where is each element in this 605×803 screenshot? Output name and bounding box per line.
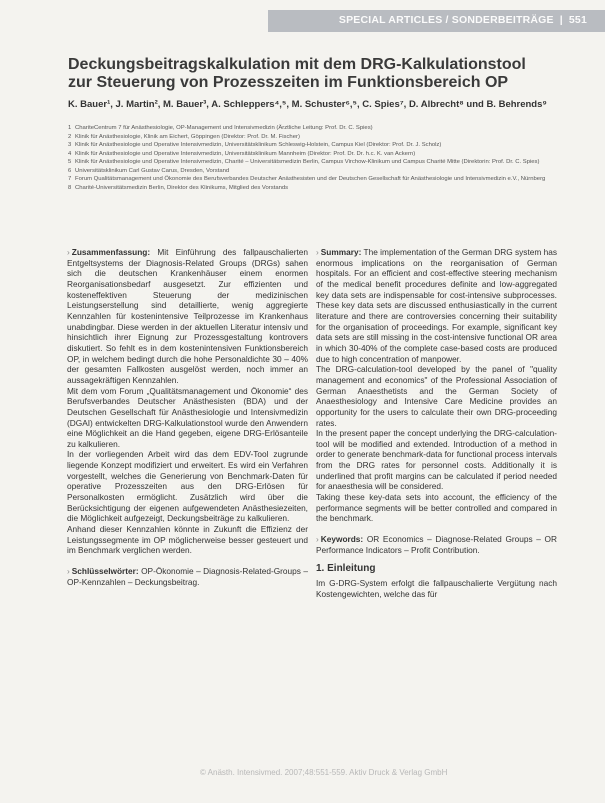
abstract-de-label: Zusammenfassung: — [71, 247, 151, 257]
affiliation-text: Universitätsklinikum Carl Gustav Carus, Dresden, Vorstand — [75, 167, 230, 174]
keywords-de-label: Schlüsselwörter: — [71, 566, 139, 577]
affiliation-item — [68, 167, 588, 176]
abstract-german — [67, 247, 308, 587]
article-title — [68, 56, 588, 92]
affiliation-item — [68, 158, 588, 167]
keywords-en — [316, 534, 557, 555]
affiliation-item — [68, 141, 588, 150]
abstract-de-p4: Anhand dieser Kennzahlen könnte in Zukunft die Effizienz der Leistungssegmente im OP möglicherweise besser gesteuert und im Benchmark verglichen werden. — [67, 524, 308, 556]
affiliation-number: 7 — [68, 176, 72, 182]
affiliations — [68, 124, 588, 192]
affiliation-item — [68, 133, 588, 142]
affiliation-item — [68, 124, 588, 133]
affiliation-item — [68, 175, 588, 184]
footer-copyright: © Anästh. Intensivmed. 2007;48:551-559. Aktiv Druck & Verlag GmbH — [200, 768, 448, 777]
abstract-en-p4: Taking these key-data sets into account, the efficiency of the performance segments will be better controlled and compared in the benchmark. — [316, 492, 557, 524]
affiliation-number: 5 — [68, 159, 72, 165]
header-section: SPECIAL ARTICLES / SONDERBEITRÄGE — [338, 14, 554, 26]
affiliation-number: 4 — [68, 150, 72, 157]
affiliation-text: Klinik für Anästhesiologie und Operative Intensivmedizin, Universitätsklinikum Mannheim (Direktor: Prof. Dr. Dr. h.c. K. van Ackern) — [75, 150, 416, 157]
affiliation-number: 1 — [68, 125, 72, 131]
affiliation-text: Forum Qualitätsmanagement und Ökonomie des Berufsverbandes Deutscher Anästhesisten und der Deutschen Gesellschaft für Anästhesiologie und Intensivmedizin e.V., Nürnberg — [75, 176, 546, 182]
keywords-de — [67, 566, 308, 587]
affiliation-item — [68, 150, 588, 159]
abstract-de-p3: In der vorliegenden Arbeit wird das dem EDV-Tool zugrunde liegende Konzept modifiziert und erweitert. Es wird ein Verfahren vorgestellt, welches die Generierung von Benchmark-Daten für operative Prozesszeiten aus den DRG-Erlösen für Personalkosten ermöglicht. Zusätzlich wird über die Berücksichtigung der eigenen aufgewendeten Anästhesiezeiten, die Möglichkeit aufgezeigt, Deckungsbeiträge zu kalkulieren. — [67, 449, 308, 524]
header-text — [339, 14, 587, 26]
running-header — [268, 10, 605, 32]
title-line-1: Deckungsbeitragskalkulation mit dem DRG-Kalkulationstool — [68, 56, 526, 73]
section-text: Im G-DRG-System erfolgt die fallpauschalierte Vergütung nach Kostengewichten, welche das für — [316, 578, 557, 599]
section-heading: 1. Einleitung — [316, 563, 376, 575]
abstract-en-p1 — [316, 247, 557, 364]
keywords-en-text: OR Economics – Diagnose-Related Groups – OR Performance Indicators – Profit Contribution. — [316, 534, 557, 555]
affiliation-text: Klinik für Anästhesiologie und Operative Intensivmedizin, Charité – Universitätsmedizin Berlin, Campus Virchow-Klinikum und Campus Charité Mitte (Direktorin: Prof. Dr. C. Spies) — [75, 159, 540, 165]
arrow-icon: › — [316, 247, 319, 257]
affiliation-number: 3 — [68, 142, 72, 148]
authors: K. Bauer¹, J. Martin², M. Bauer³, A. Schleppers⁴,⁵, M. Schuster⁶,⁵, C. Spies⁷, D. Albrecht⁸ und B. Behrends⁹ — [68, 99, 547, 110]
abstract-en-p2: The DRG-calculation-tool developed by the panel of "quality management and economics" of the Professional Association of German Anaesthetists and the German Society of Anaesthesiology and Intensive Care Medicine provides an opportunity for the users to calculate their own DRG-proceeding rates. — [316, 364, 557, 428]
abstract-english — [316, 247, 557, 599]
abstract-de-p1 — [67, 247, 308, 386]
affiliation-text: Charité-Universitätsmedizin Berlin, Direktor des Klinikums, Mitglied des Vorstands — [75, 184, 289, 191]
affiliation-number: 2 — [68, 133, 72, 140]
abstract-de-text-1: Mit Einführung des fallpauschalierten Entgeltsystems der Diagnosis-Related Groups (DRGs) sahen sich die deutschen Krankenhäuser einem enormen Reorganisationsbedarf ausgesetzt. Zur effizienten und kosteneffektiven Steuerung der medizinischen Leistungserstellung sind detaillierte, wenig aggregierte Kennzahlen für kostenintensive Teilprozesse im Krankenhaus unabdingbar. Diese werden in der aktuellen Literatur intensiv und hinsichtlich ihrer Eignung zur Prozessgestaltung kontrovers diskutiert. So fehlt es in dem kostenintensiven Funktionsbereich OP, in welchem bedingt durch die hohe Personaldichte 30 – 40% der gesamten Fallkosten ausgelöst werden, noch immer an aussagekräftigen Kennzahlen. — [67, 247, 308, 385]
header-page-number: 551 — [568, 14, 587, 26]
keywords-de-text: OP-Ökonomie – Diagnosis-Related-Groups – OP-Kennzahlen – Deckungsbeitrag. — [67, 566, 308, 587]
affiliation-text: Klinik für Anästhesiologie und Operative Intensivmedizin, Universitätsklinikum Schleswig-Holstein, Campus Kiel (Direktor: Prof. Dr. J. Scholz) — [75, 142, 442, 148]
affiliation-text: ChariteCentrum 7 für Anästhesiologie, OP-Management und Intensivmedizin (Ärztliche Leitung: Prof. Dr. C. Spies) — [75, 125, 373, 131]
abstract-en-p3: In the present paper the concept underlying the DRG-calculation-tool will be modified and extended. Introduction of a method in order to generate benchmark-data for functional process intervals from the DRG rates for personnel costs. Additionally it is underlined that profit margins can be calculated if period needed for anaesthesia will be considered. — [316, 428, 557, 492]
affiliation-number: 8 — [68, 184, 72, 191]
arrow-icon: › — [316, 534, 319, 545]
abstract-en-label: Summary: — [320, 247, 362, 257]
abstract-en-text-1: The implementation of the German DRG system has enormous implications on the reorganisation of German hospitals. For an efficient and cost-effective steering mechanism of the medical benefit procedures definite and low-aggregated key data sets are indispensable for cost-intensive subprocesses. These key data sets are discussed enthusiastically in the current literature and there are controversies concerning their suitability for the organisation of proceedings. For example, significant key data sets are still missing in the cost-intensive functional OR area in which 30-40% of the complete case-based costs are produced due to high concentration of manpower. — [316, 247, 558, 364]
abstract-de-p2: Mit dem vom Forum „Qualitätsmanagement und Ökonomie“ des Berufsverbandes Deutscher Anästhesisten (BDA) und der Deutschen Gesellschaft für Anästhesiologie und Intensivmedizin (DGAI) entwickelten DRG-Kalkulationstool wurde den Anwendern eine Möglichkeit an die Hand gegeben, eigene DRG-Erlösanteile zu kalkulieren. — [67, 385, 308, 449]
arrow-icon: › — [67, 247, 70, 257]
affiliation-item — [68, 184, 588, 193]
title-line-2: zur Steuerung von Prozesszeiten im Funktionsbereich OP — [68, 74, 509, 91]
arrow-icon: › — [67, 566, 70, 577]
affiliation-text: Klinik für Anästhesiologie, Klinik am Eichert, Göppingen (Direktor: Prof. Dr. M. Fischer) — [75, 133, 300, 140]
keywords-en-label: Keywords: — [320, 534, 364, 545]
affiliation-number: 6 — [68, 167, 72, 174]
header-separator: | — [559, 14, 563, 26]
